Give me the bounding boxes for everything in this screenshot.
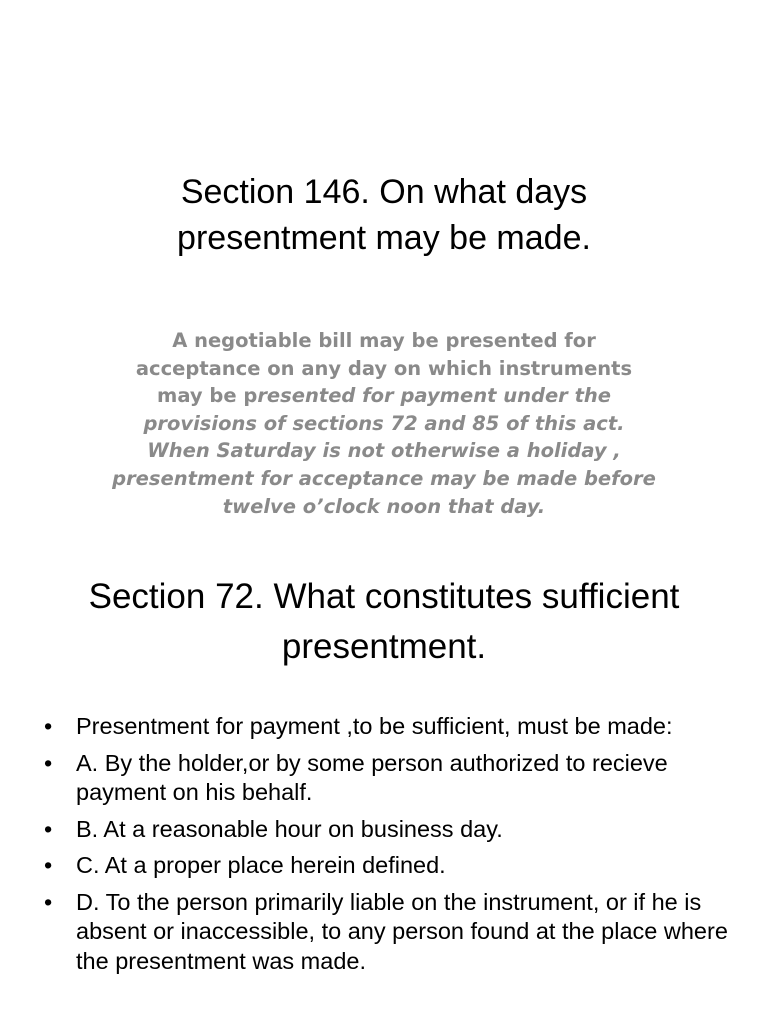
section-146-body-regular: A negotiable bill may be presented for acceptance on any day on which instruments may be p [135,329,633,408]
bullet-dot-icon: • [44,713,53,739]
section-146-title-line2: presentment may be made. [177,219,591,257]
bullet-dot-icon: • [44,749,53,776]
list-item [40,712,730,742]
section-146-title-line1: Section 146. On what days [180,173,588,211]
section-146-title [40,169,728,261]
section-146-body [112,327,656,520]
list-item-text: B. At a reasonable hour on business day. [76,815,503,842]
bullet-dot-icon: • [44,852,53,878]
list-item-text: A. By the holder,or by some person authorized to recieve payment on his behalf. [76,749,668,805]
list-item [40,815,730,845]
section-72-title-line2: presentment. [281,627,487,666]
list-item [40,851,730,881]
bullet-dot-icon: • [44,888,53,915]
list-item-text: C. At a proper place herein defined. [76,852,446,878]
list-item-text: D. To the person primarily liable on the instrument, or if he is absent or inaccessible, to any person found at the place where the presentment was made. [76,888,728,974]
section-72-bullet-list [40,712,730,983]
list-item-text: Presentment for payment ,to be sufficient, must be made: [76,713,673,739]
section-72-title-line1: Section 72. What constitutes sufficient [88,577,680,616]
bullet-dot-icon: • [44,815,53,842]
section-146-body-italic: resented for payment under the provisions of sections 72 and 85 of this act. When Saturday is not otherwise a holiday , presentment for acceptance may be made before twelve o’clock noon that day. [112,384,656,518]
list-item [40,888,730,977]
section-72-title [40,572,728,672]
list-item [40,749,730,808]
